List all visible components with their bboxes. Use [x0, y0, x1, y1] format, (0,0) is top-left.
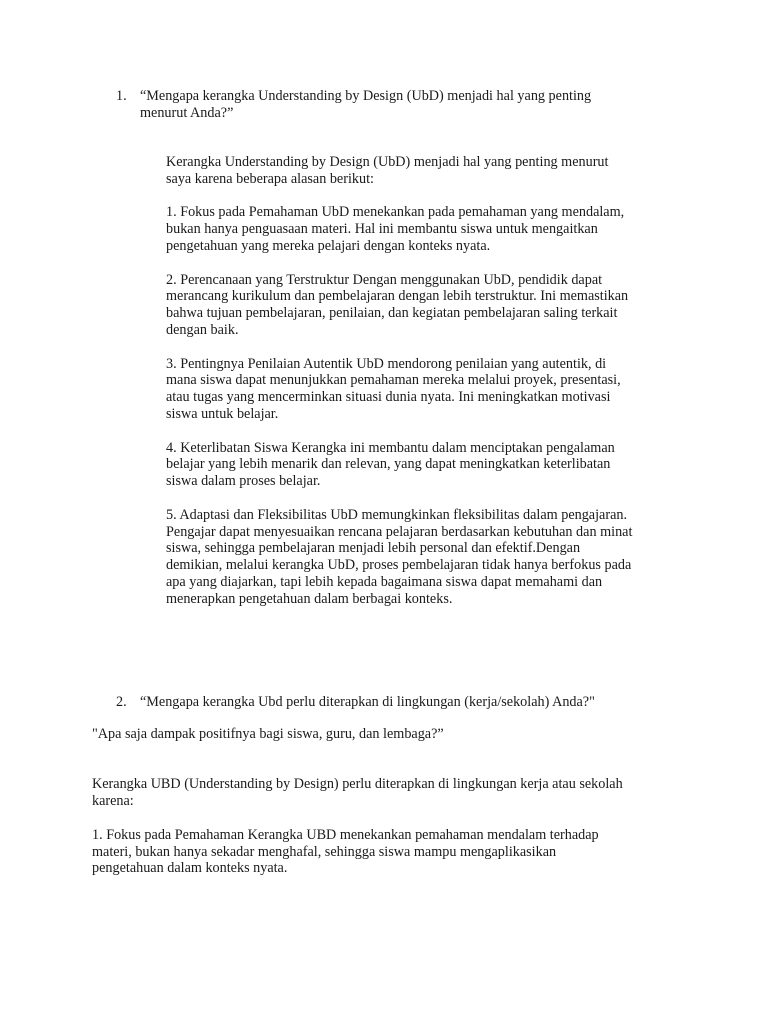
answer-1-intro-line: saya karena beberapa alasan berikut:	[166, 170, 374, 187]
answer-1-point-line: menerapkan pengetahuan dalam berbagai konteks.	[166, 590, 453, 607]
answer-1-point-3	[166, 356, 686, 423]
answer-1-point-line: mana siswa dapat menunjukkan pemahaman mereka melalui proyek, presentasi,	[166, 372, 621, 389]
answer-2-intro-line: karena:	[92, 793, 134, 810]
answer-2	[92, 726, 692, 894]
answer-1-point-line: siswa untuk belajar.	[166, 405, 279, 422]
answer-1-point-line: 2. Perencanaan yang Terstruktur Dengan menggunakan UbD, pendidik dapat	[166, 271, 603, 288]
answer-1-point-line: 3. Pentingnya Penilaian Autentik UbD mendorong penilaian yang autentik, di	[166, 355, 607, 372]
question-2-text: “Mengapa kerangka Ubd perlu diterapkan di lingkungan (kerja/sekolah) Anda?"	[140, 694, 595, 710]
answer-1-point-line: 4. Keterlibatan Siswa Kerangka ini membantu dalam menciptakan pengalaman	[166, 439, 615, 456]
answer-1-point-5	[166, 507, 686, 608]
question-1-line: “Mengapa kerangka Understanding by Design (UbD) menjadi hal yang penting	[140, 88, 592, 104]
answer-1-point-4	[166, 440, 686, 490]
answer-2-point-line: materi, bukan hanya sekadar menghafal, sehingga siswa mampu mengaplikasikan	[92, 843, 557, 860]
answer-2-intro-line: Kerangka UBD (Understanding by Design) perlu diterapkan di lingkungan kerja atau sekolah	[92, 776, 623, 793]
answer-1-point-2	[166, 272, 686, 339]
question-1	[116, 88, 676, 122]
question-1-text	[140, 88, 676, 122]
answer-1-point-line: pengetahuan yang mereka pelajari dengan konteks nyata.	[166, 237, 491, 254]
answer-1-point-line: demikian, melalui kerangka UbD, proses pembelajaran tidak hanya berfokus pada	[166, 557, 632, 574]
answer-1-intro-line: Kerangka Understanding by Design (UbD) menjadi hal yang penting menurut	[166, 154, 609, 170]
answer-1-point-line: 1. Fokus pada Pemahaman UbD menekankan pada pemahaman yang mendalam,	[166, 204, 625, 221]
answer-1-point-line: belajar yang lebih menarik dan relevan, yang dapat meningkatkan keterlibatan	[166, 456, 611, 473]
answer-2-point-line: pengetahuan dalam konteks nyata.	[92, 860, 288, 877]
answer-1-point-line: bahwa tujuan pembelajaran, penilaian, dan kegiatan pembelajaran saling terkait	[166, 305, 618, 322]
answer-2-intro	[92, 776, 692, 810]
answer-1	[166, 154, 686, 624]
question-1-line: menurut Anda?”	[140, 104, 234, 121]
question-1-number: 1.	[116, 88, 127, 104]
answer-1-point-1	[166, 204, 686, 254]
answer-1-point-line: siswa dalam proses belajar.	[166, 473, 321, 490]
answer-1-point-line: bukan hanya penguasaan materi. Hal ini membantu siswa untuk mengaitkan	[166, 221, 598, 238]
answer-2-point-line: 1. Fokus pada Pemahaman Kerangka UBD menekankan pemahaman mendalam terhadap	[92, 826, 599, 843]
answer-1-point-line: apa yang diajarkan, tapi lebih kepada bagaimana siswa dapat memahami dan	[166, 573, 603, 590]
answer-2-point-1	[92, 827, 692, 877]
answer-1-point-line: Pengajar dapat menyesuaikan rencana pelajaran berdasarkan kebutuhan dan minat	[166, 523, 633, 540]
answer-1-point-line: dengan baik.	[166, 321, 239, 338]
question-2-number: 2.	[116, 694, 127, 710]
answer-1-point-line: 5. Adaptasi dan Fleksibilitas UbD memungkinkan fleksibilitas dalam pengajaran.	[166, 506, 628, 523]
answer-1-point-line: merancang kurikulum dan pembelajaran dengan lebih terstruktur. Ini memastikan	[166, 288, 629, 305]
question-2	[116, 694, 676, 711]
answer-1-point-line: siswa, sehingga pembelajaran menjadi lebih personal dan efektif.Dengan	[166, 540, 581, 557]
answer-1-point-line: atau tugas yang mencerminkan situasi dunia nyata. Ini meningkatkan motivasi	[166, 389, 611, 406]
answer-1-intro	[166, 154, 686, 188]
answer-2-subquestion: "Apa saja dampak positifnya bagi siswa, guru, dan lembaga?”	[92, 726, 444, 742]
